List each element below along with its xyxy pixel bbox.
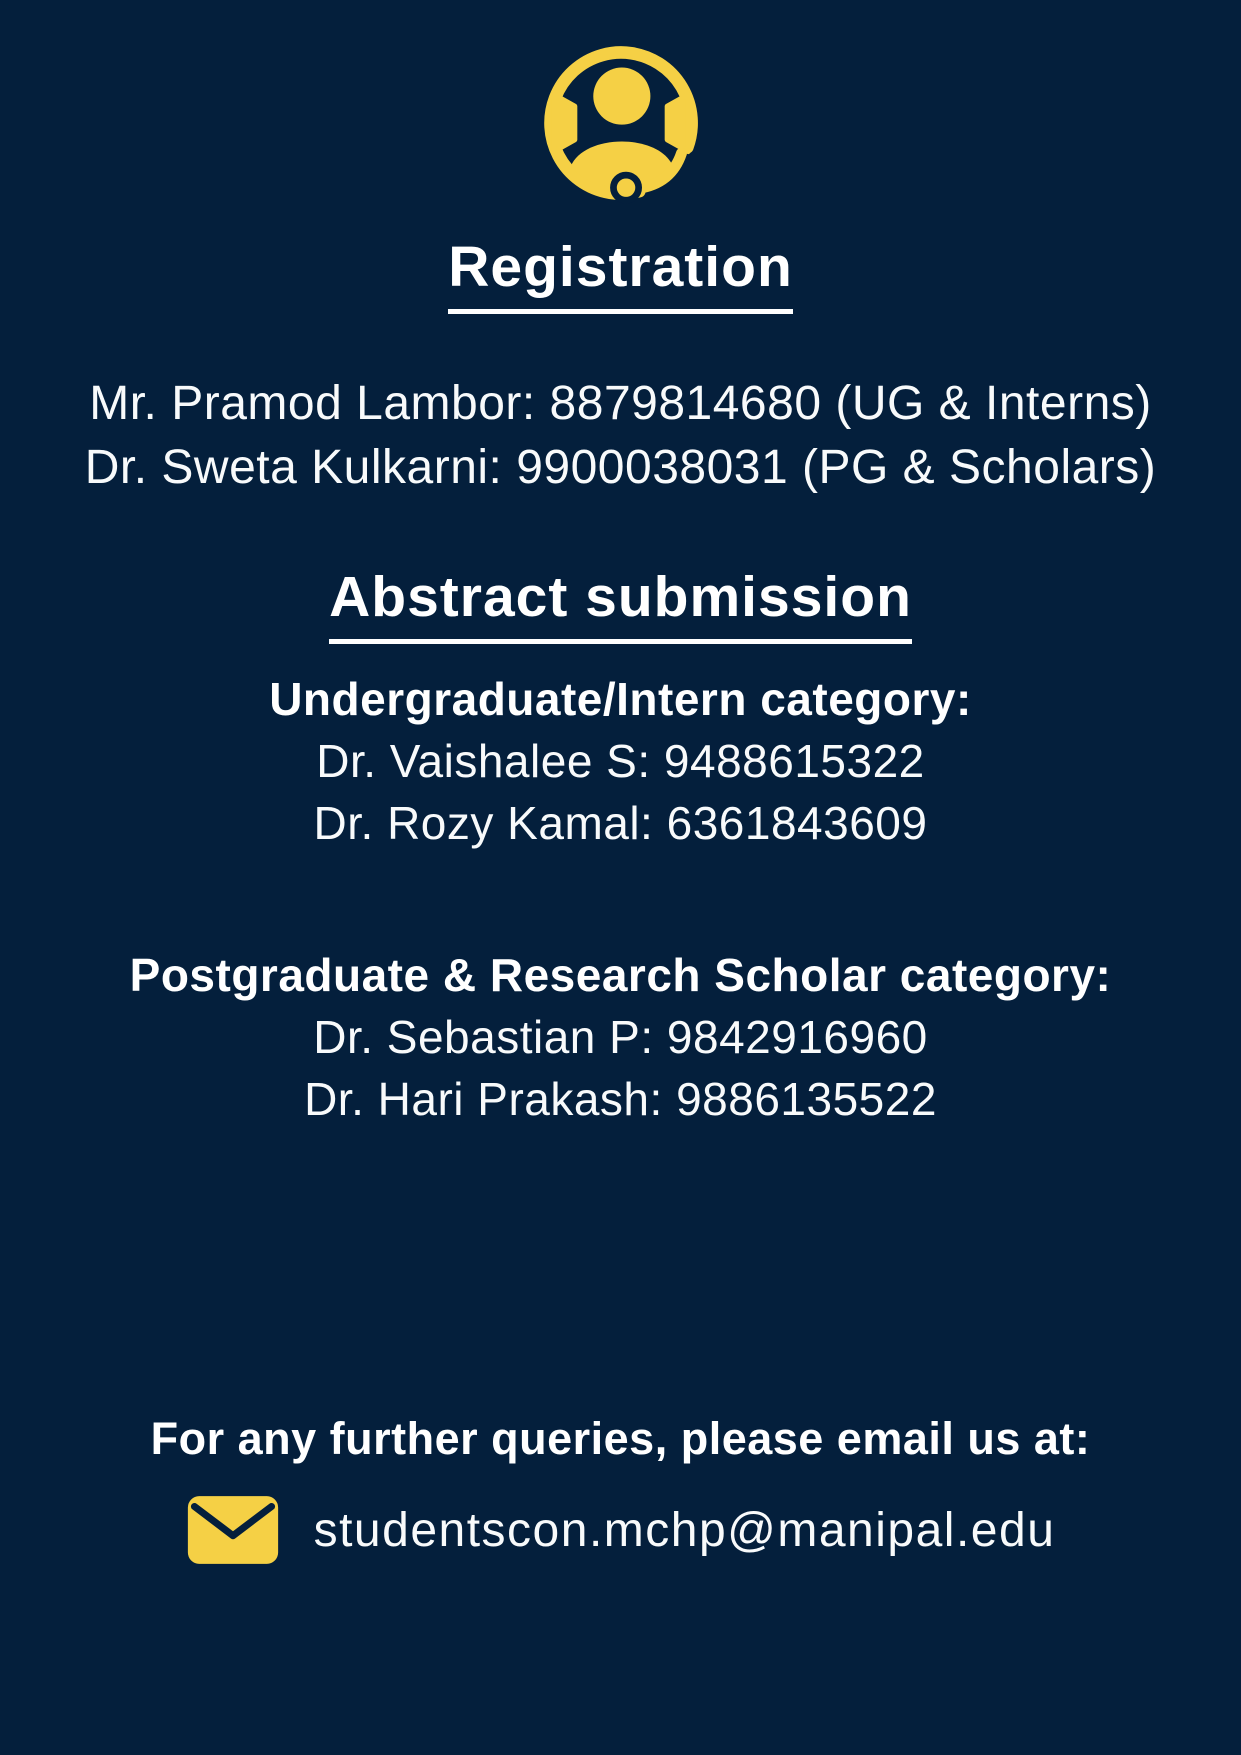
postgraduate-category-block — [0, 944, 1241, 1130]
abstract-submission-title — [0, 562, 1241, 644]
registration-contacts — [0, 372, 1241, 500]
envelope-icon — [186, 1493, 280, 1567]
email-row — [0, 1490, 1241, 1570]
registration-title — [0, 232, 1241, 314]
registration-contact-line: Dr. Sweta Kulkarni: 9900038031 (PG & Scholars) — [84, 441, 1157, 494]
registration-title-text: Registration — [448, 232, 793, 314]
category-contact-line: Dr. Rozy Kamal: 6361843609 — [313, 797, 928, 849]
email-address: studentscon.mchp@manipal.edu — [313, 1503, 1056, 1557]
registration-contact-line: Mr. Pramod Lambor: 8879814680 (UG & Interns) — [89, 377, 1152, 430]
queries-heading: For any further queries, please email us at: — [150, 1413, 1091, 1464]
support-icon-container — [0, 38, 1241, 208]
category-contact-line: Dr. Sebastian P: 9842916960 — [313, 1011, 928, 1063]
category-contact-line: Dr. Hari Prakash: 9886135522 — [304, 1073, 937, 1125]
support-agent-icon — [537, 39, 705, 207]
postgraduate-category-label: Postgraduate & Research Scholar category: — [129, 949, 1112, 1001]
abstract-submission-title-text: Abstract submission — [329, 562, 912, 644]
category-contact-line: Dr. Vaishalee S: 9488615322 — [316, 735, 925, 787]
undergraduate-category-block — [0, 668, 1241, 854]
undergraduate-category-label: Undergraduate/Intern category: — [269, 673, 972, 725]
